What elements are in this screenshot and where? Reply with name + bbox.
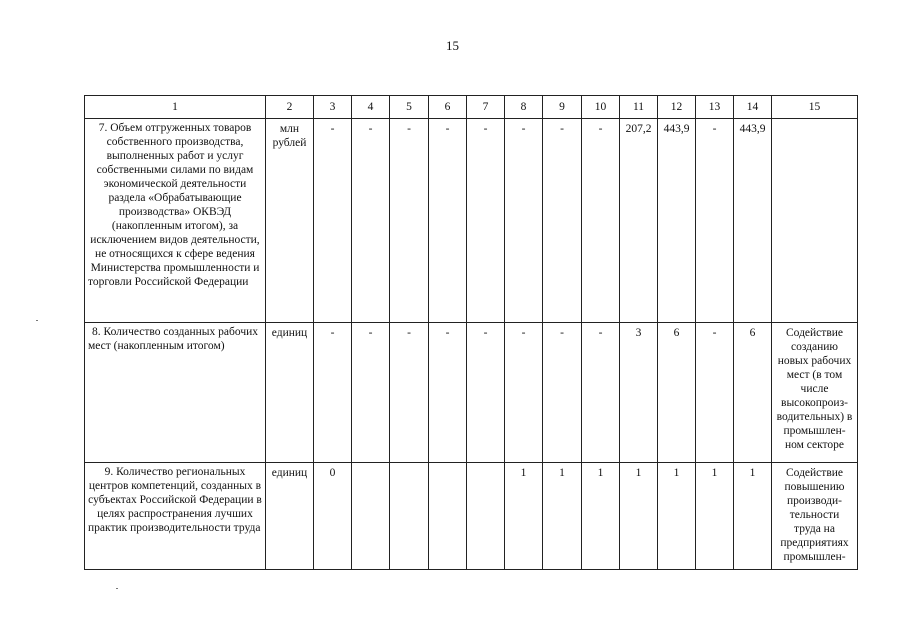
value-cell: 1 xyxy=(734,463,772,570)
column-header: 15 xyxy=(772,96,858,119)
column-header: 10 xyxy=(582,96,620,119)
indicator-name: 7. Объем отгруженных товаров собственного производства, выполненных работ и услуг собственными силами по видам экономической деятельности раздела «Обрабатывающие производства» ОКВЭД (накопленным итогом), за исключением видов деятельности, не относящихся к сфере ведения Министерства промышленности и торговли Российской Федерации xyxy=(85,119,266,323)
table-row xyxy=(85,323,858,463)
value-cell: - xyxy=(390,119,429,323)
value-cell: 443,9 xyxy=(734,119,772,323)
value-cell: - xyxy=(352,119,390,323)
value-cell: - xyxy=(314,119,352,323)
column-header: 2 xyxy=(266,96,314,119)
header-row xyxy=(85,96,858,119)
column-header: 13 xyxy=(696,96,734,119)
value-cell: - xyxy=(467,119,505,323)
page-number: 15 xyxy=(446,38,459,53)
value-cell: - xyxy=(543,323,582,463)
value-cell: - xyxy=(543,119,582,323)
column-header: 11 xyxy=(620,96,658,119)
value-cell: 1 xyxy=(582,463,620,570)
value-cell: 443,9 xyxy=(658,119,696,323)
value-cell: - xyxy=(352,323,390,463)
value-cell: 1 xyxy=(505,463,543,570)
value-cell: - xyxy=(696,119,734,323)
value-cell: - xyxy=(582,119,620,323)
scan-speck xyxy=(36,320,38,321)
indicator-name: 8. Количество созданных рабочих мест (накопленным итогом) xyxy=(85,323,266,463)
column-header: 9 xyxy=(543,96,582,119)
value-cell: 1 xyxy=(696,463,734,570)
column-header: 8 xyxy=(505,96,543,119)
note-cell xyxy=(772,119,858,323)
table-row xyxy=(85,463,858,570)
value-cell: 1 xyxy=(620,463,658,570)
column-header: 5 xyxy=(390,96,429,119)
value-cell: - xyxy=(505,323,543,463)
value-cell: - xyxy=(429,323,467,463)
value-cell xyxy=(390,463,429,570)
column-header: 3 xyxy=(314,96,352,119)
value-cell: 207,2 xyxy=(620,119,658,323)
note-cell: Содействие созданию новых рабочих мест (в том числе высокопроиз-водительных) в промышлен-ном секторе xyxy=(772,323,858,463)
column-header: 12 xyxy=(658,96,696,119)
indicators-table xyxy=(84,95,858,570)
value-cell xyxy=(467,463,505,570)
value-cell xyxy=(429,463,467,570)
value-cell: 3 xyxy=(620,323,658,463)
unit-cell: единиц xyxy=(266,463,314,570)
value-cell: 0 xyxy=(314,463,352,570)
value-cell: - xyxy=(467,323,505,463)
value-cell: 1 xyxy=(658,463,696,570)
unit-cell: единиц xyxy=(266,323,314,463)
value-cell: - xyxy=(390,323,429,463)
value-cell: 6 xyxy=(734,323,772,463)
indicator-name: 9. Количество региональных центров компетенций, созданных в субъектах Российской Федерации в целях распространения лучших практик производительности труда xyxy=(85,463,266,570)
value-cell: - xyxy=(429,119,467,323)
column-header: 1 xyxy=(85,96,266,119)
column-header: 7 xyxy=(467,96,505,119)
scan-speck xyxy=(116,588,118,589)
value-cell: - xyxy=(314,323,352,463)
unit-cell: млн рублей xyxy=(266,119,314,323)
column-header: 4 xyxy=(352,96,390,119)
note-cell: Содействие повышению производи-тельности труда на предприятиях промышлен- xyxy=(772,463,858,570)
value-cell: 6 xyxy=(658,323,696,463)
value-cell: 1 xyxy=(543,463,582,570)
value-cell: - xyxy=(696,323,734,463)
table-row xyxy=(85,119,858,323)
value-cell xyxy=(352,463,390,570)
column-header: 6 xyxy=(429,96,467,119)
value-cell: - xyxy=(582,323,620,463)
column-header: 14 xyxy=(734,96,772,119)
value-cell: - xyxy=(505,119,543,323)
